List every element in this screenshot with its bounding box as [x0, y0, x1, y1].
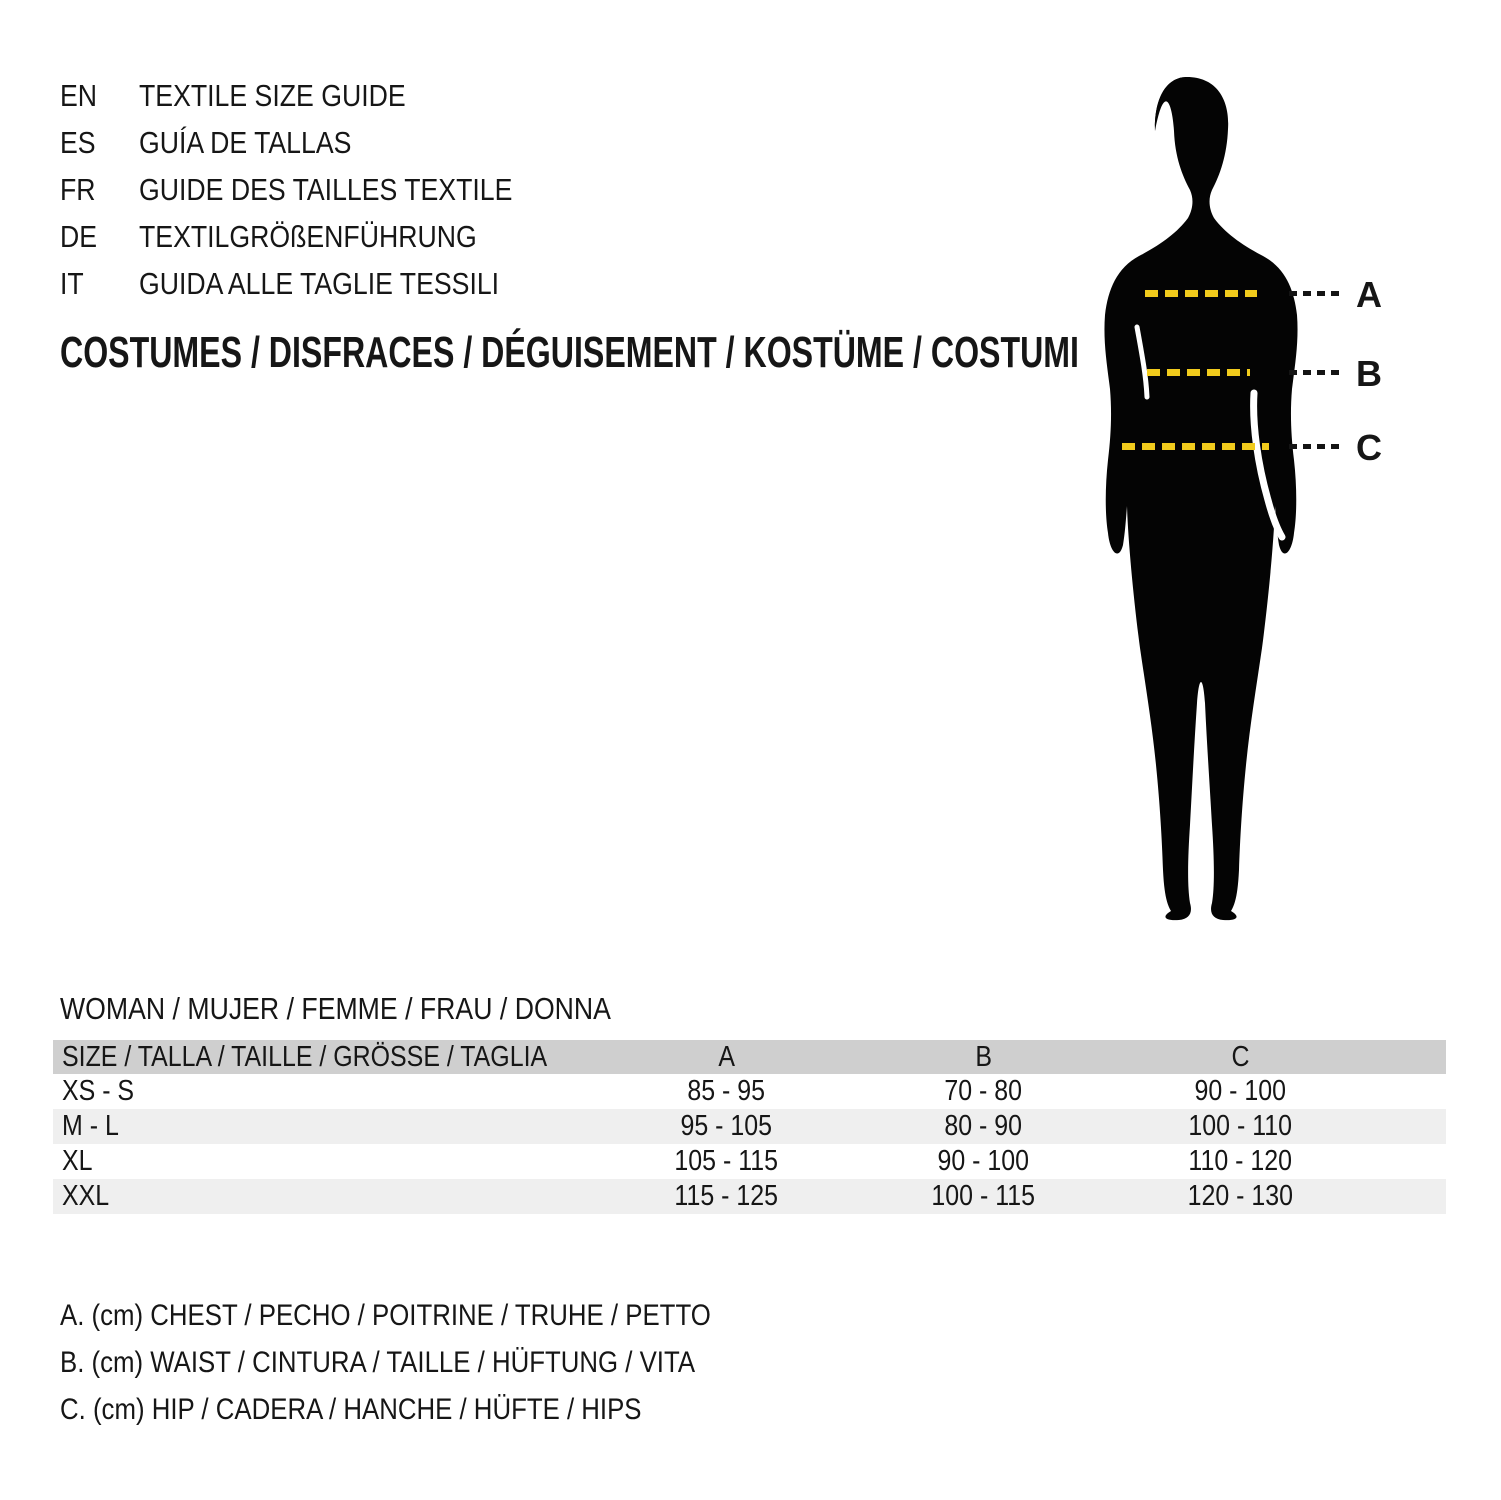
- hip-cell: 90 - 100: [1194, 1075, 1287, 1107]
- table-row: [53, 1179, 1446, 1214]
- language-code: EN: [60, 78, 98, 113]
- waist-measure-line: [1147, 369, 1250, 376]
- chest-measure-line: [1145, 290, 1257, 297]
- size-table: [53, 1040, 1446, 1214]
- size-cell: XL: [62, 1145, 93, 1177]
- table-row: [53, 1109, 1446, 1144]
- language-title: GUIDA ALLE TAGLIE TESSILI: [139, 266, 500, 301]
- language-row: [60, 260, 573, 307]
- row-spacer: [1369, 1179, 1446, 1214]
- chest-cell: 105 - 115: [674, 1145, 779, 1177]
- chest-cell: 85 - 95: [687, 1075, 766, 1107]
- size-cell: M - L: [62, 1110, 119, 1142]
- language-code: ES: [60, 125, 96, 160]
- header-col-b: B: [975, 1041, 992, 1073]
- legend-line-waist: B. (cm) WAIST / CINTURA / TAILLE / HÜFTUNG / VITA: [60, 1346, 696, 1379]
- category-title: COSTUMES / DISFRACES / DÉGUISEMENT / KOSTÜME / COSTUMI: [60, 328, 1079, 377]
- chest-leader-line: [1289, 291, 1341, 296]
- size-cell: XXL: [62, 1180, 110, 1212]
- chest-cell: 115 - 125: [674, 1180, 779, 1212]
- language-code: IT: [60, 266, 84, 301]
- header-col-c: C: [1231, 1041, 1250, 1073]
- hip-leader-line: [1289, 444, 1341, 449]
- legend-line-chest: A. (cm) CHEST / PECHO / POITRINE / TRUHE / PETTO: [60, 1299, 711, 1332]
- header-col-a: A: [718, 1041, 735, 1073]
- hip-cell: 120 - 130: [1187, 1180, 1294, 1212]
- waist-cell: 70 - 80: [944, 1075, 1023, 1107]
- section-title: WOMAN / MUJER / FEMME / FRAU / DONNA: [60, 991, 611, 1026]
- waist-cell: 90 - 100: [937, 1145, 1030, 1177]
- row-spacer: [1369, 1144, 1446, 1179]
- hip-cell: 100 - 110: [1188, 1110, 1293, 1142]
- language-row: [60, 213, 573, 260]
- marker-label-waist: B: [1356, 353, 1382, 394]
- language-code: DE: [60, 219, 98, 254]
- legend-line-hip: C. (cm) HIP / CADERA / HANCHE / HÜFTE / HIPS: [60, 1393, 642, 1426]
- marker-label-chest: A: [1356, 274, 1382, 315]
- waist-cell: 80 - 90: [944, 1110, 1023, 1142]
- language-title-list: [60, 72, 573, 307]
- waist-cell: 100 - 115: [931, 1180, 1036, 1212]
- waist-leader-line: [1289, 370, 1341, 375]
- hip-cell: 110 - 120: [1188, 1145, 1293, 1177]
- language-row: [60, 166, 573, 213]
- hip-measure-line: [1122, 443, 1269, 450]
- measurement-legend: [60, 1292, 817, 1433]
- marker-label-hip: C: [1356, 427, 1382, 468]
- header-size-label: SIZE / TALLA / TAILLE / GRÖSSE / TAGLIA: [62, 1041, 548, 1073]
- row-spacer: [1369, 1109, 1446, 1144]
- table-header-row: [53, 1040, 1446, 1074]
- language-row: [60, 72, 573, 119]
- chest-cell: 95 - 105: [680, 1110, 773, 1142]
- language-title: TEXTILE SIZE GUIDE: [139, 78, 406, 113]
- woman-silhouette: [1092, 75, 1342, 927]
- language-code: FR: [60, 172, 96, 207]
- header-spacer: [1369, 1040, 1446, 1074]
- language-title: TEXTILGRÖßENFÜHRUNG: [139, 219, 477, 254]
- language-title: GUIDE DES TAILLES TEXTILE: [139, 172, 513, 207]
- language-row: [60, 119, 573, 166]
- size-cell: XS - S: [62, 1075, 135, 1107]
- table-row: [53, 1074, 1446, 1109]
- row-spacer: [1369, 1074, 1446, 1109]
- language-title: GUÍA DE TALLAS: [139, 125, 352, 160]
- table-row: [53, 1144, 1446, 1179]
